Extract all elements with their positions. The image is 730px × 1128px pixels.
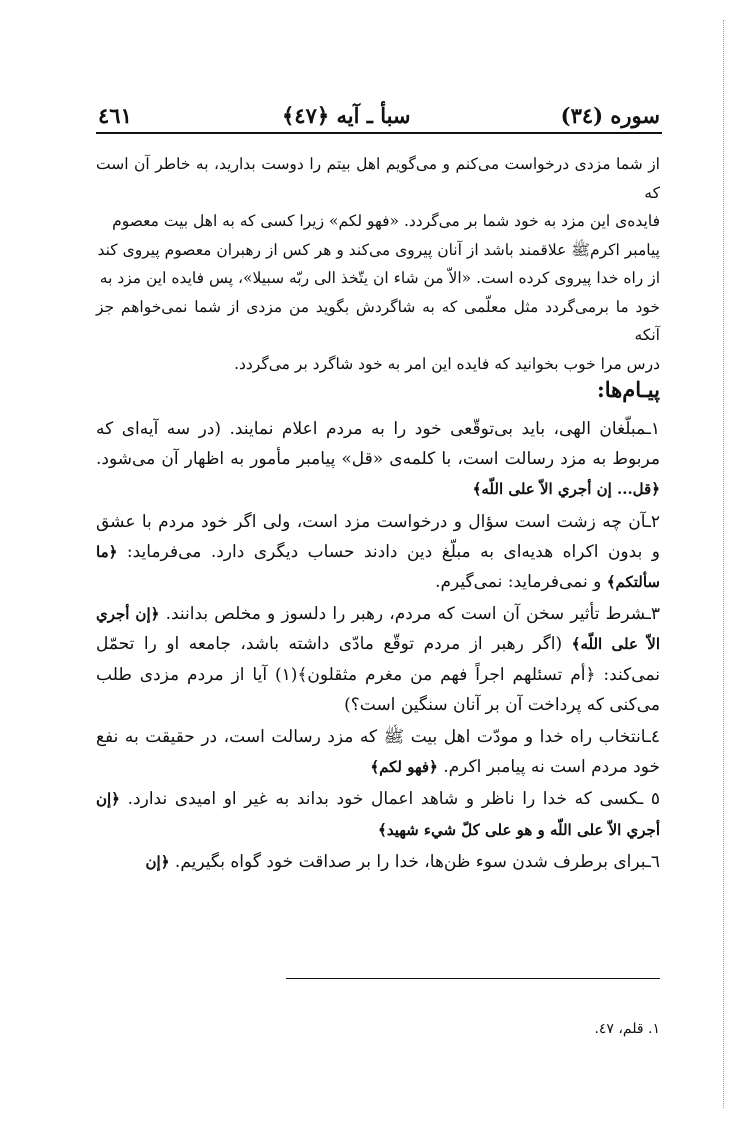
message-item (96, 784, 660, 844)
item-quote: ﴿إن أجري الاّ على اللّه و هو على كلّ شيء شهيد﴾ (96, 790, 660, 839)
message-item (96, 414, 660, 505)
footnote: ١. قلم، ٤٧. (594, 1021, 660, 1037)
message-item (96, 599, 660, 720)
item-number: ١ـ (645, 419, 660, 439)
intro-line: درس مرا خوب بخوانید که فایده این امر به خود شاگرد بر می‌گردد. (234, 354, 660, 373)
item-number: ٤ـ (645, 727, 660, 748)
item-quote: ﴿إن (145, 852, 170, 871)
item-text: شرط تأثیر سخن آن است که مردم، رهبر را دلسوز و مخلص بدانند. (165, 604, 646, 625)
item-number: ٦ـ (645, 851, 660, 872)
item-text: مبلّغان الهی، باید بی‌توقّعی خود را به مردم اعلام نمایند. (در سه آیه‌ای که مربوط به مزد رسالت است، با کلمه‌ی «قل» پیامبر مأمور به اظهار آن می‌شود. (96, 419, 660, 470)
item-tail: (اگر رهبر از مردم توقّع مادّی داشته باشد، جامعه او را تحمّل نمی‌کند: ﴿أم تسئلهم اجراً فهم من مغرم مثقلون﴾(١) آیا از مردم مزدی طلب می‌کنی که پرداخت آن بر آنان سنگین است؟) (96, 634, 661, 715)
item-quote: ﴿قل... إن أجري الاّ على اللّه﴾ (472, 480, 660, 499)
page-edge-line (723, 20, 724, 1108)
item-text: انتخاب راه خدا و مودّت اهل بیت ﷺ که مزد رسالت است، در حقیقت به نفع خود مردم است نه پیامبر اکرم. (96, 727, 660, 778)
intro-line: فایده‌ی این مزد به خود شما بر می‌گردد. «فهو لكم» زیرا کسی که به اهل بیت معصوم (112, 212, 660, 230)
page-number: ٤٦١ (98, 103, 132, 128)
intro-line: خود ما برمی‌گردد مثل معلّمی که به شاگردش بگوید من مزدی از شما نمی‌خواهم جز آنکه (96, 297, 660, 344)
intro-line: پیامبر اکرمﷺ علاقمند باشد از آنان پیروی می‌کند و هر کس از رهبران معصوم پیروی کند (97, 240, 660, 259)
intro-paragraph (96, 150, 660, 378)
header-surah-name-ayah: سبأ ـ آيه ﴿٤٧﴾ (281, 103, 411, 128)
item-quote: ﴿فهو لكم﴾ (370, 758, 438, 777)
intro-line: از راه خدا پیروی کرده است. «الاّ من شاء ان يتّخذ الى ربّه سبيلا»، پس فایده این مزد به (99, 269, 660, 287)
item-number: ٢ـ (645, 511, 660, 532)
header-surah: سوره (٣٤) (560, 103, 660, 128)
item-text: آن چه زشت است سؤال و درخواست مزد است، ولی اگر خود مردم با عشق و بدون اکراه هدیه‌ای به مبلّغ دین دادند حساب دیگری دارد. می‌فرماید: (96, 511, 660, 562)
intro-line: از شما مزدی درخواست می‌کنم و می‌گویم اهل بیتم را دوست بدارید، به خاطر آن است که (96, 155, 660, 202)
item-quote: ﴿إن أجري الاّ على اللّه﴾ (96, 605, 660, 654)
message-item (96, 722, 660, 782)
running-header (98, 96, 660, 130)
item-text: کسی که خدا را ناظر و شاهد اعمال خود بداند به غیر او امیدی ندارد. (127, 789, 639, 810)
item-quote: ﴿ما سألتكم﴾ (96, 542, 660, 592)
item-tail: و نمی‌فرماید: نمی‌گیرم. (435, 572, 602, 593)
message-item (96, 847, 660, 877)
item-text: برای برطرف شدن سوء ظن‌ها، خدا را بر صداقت خود گواه بگیریم. (174, 851, 646, 872)
footnote-rule (286, 978, 660, 979)
message-item (96, 507, 660, 598)
header-rule (96, 132, 662, 134)
messages-list (96, 414, 660, 879)
item-number: ٥ ـ (638, 789, 660, 810)
item-number: ٣ـ (645, 604, 661, 625)
messages-heading: پیـام‌ها: (597, 377, 660, 402)
